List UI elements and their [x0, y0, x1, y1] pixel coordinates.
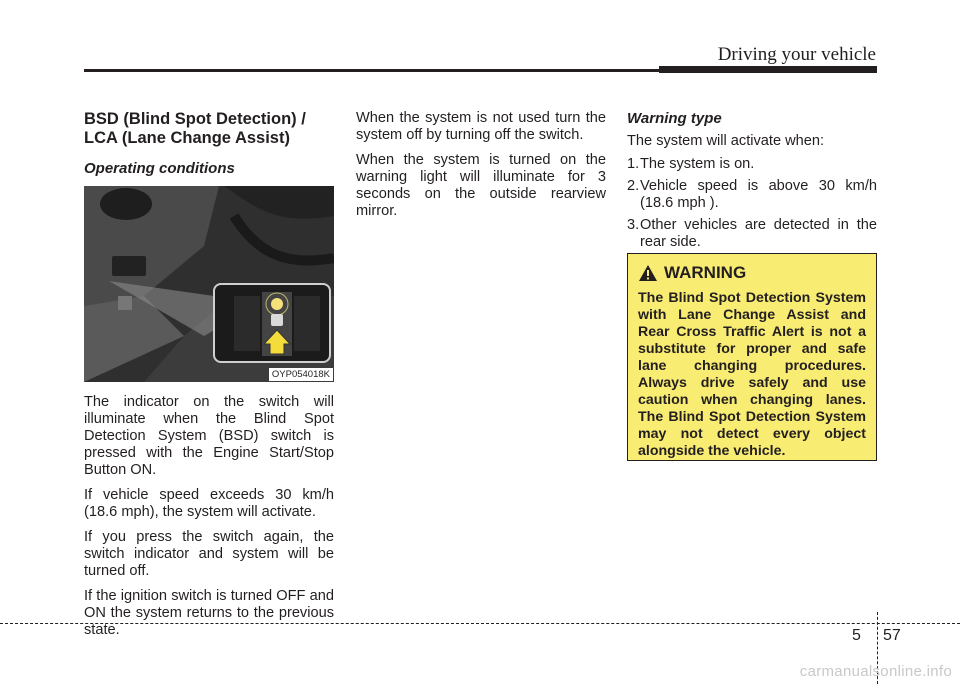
chapter-number: 5	[852, 627, 861, 644]
left-paragraph-1: The indicator on the switch will illuminate when the Blind Spot Detection System (BSD) switch is pressed with the Engine Start/Stop Button ON.	[84, 394, 334, 478]
dashboard-photo-illustration	[84, 186, 334, 382]
running-header: Driving your vehicle	[717, 44, 876, 65]
left-paragraph-2: If vehicle speed exceeds 30 km/h (18.6 mph), the system will activate.	[84, 487, 334, 520]
middle-column	[356, 110, 606, 228]
list-number: 2.	[627, 178, 640, 194]
warning-title: WARNING	[664, 263, 747, 282]
list-item	[627, 178, 877, 212]
section-heading: BSD (Blind Spot Detection) / LCA (Lane Change Assist)	[84, 110, 306, 147]
list-text: Other vehicles are detected in the rear side.	[640, 217, 877, 250]
list-text: The system is on.	[640, 156, 755, 172]
list-item	[627, 217, 877, 251]
watermark: carmanualsonline.info	[799, 663, 952, 680]
warning-triangle-icon	[638, 264, 658, 282]
page-number: 57	[883, 627, 901, 644]
list-number: 1.	[627, 156, 640, 172]
footer-rule	[0, 623, 960, 624]
warning-type-heading: Warning type	[627, 110, 722, 127]
left-paragraph-4: If the ignition switch is turned OFF and ON the system returns to the previous state.	[84, 588, 334, 638]
middle-paragraph-2: When the system is turned on the warning light will illuminate for 3 seconds on the outside rearview mirror.	[356, 152, 606, 219]
list-item	[627, 156, 877, 173]
list-text: Vehicle speed is above 30 km/h (18.6 mph ).	[640, 178, 877, 211]
header-bar	[659, 66, 877, 73]
dashboard-switch-photo	[84, 186, 334, 382]
right-column	[627, 110, 877, 256]
list-number: 3.	[627, 217, 640, 233]
image-code: OYP054018K	[269, 368, 333, 381]
activation-intro: The system will activate when:	[627, 133, 825, 149]
left-paragraph-3: If you press the switch again, the switch indicator and system will be turned off.	[84, 529, 334, 579]
left-column	[84, 110, 334, 647]
warning-text: The Blind Spot Detection System with Lane Change Assist and Rear Cross Traffic Alert is not a substitute for proper and safe lane changing procedures. Always drive safely and use caution when changing lanes. The Blind Spot Detection System may not detect every object alongside the vehicle.	[638, 290, 866, 459]
activation-conditions-list	[627, 156, 877, 251]
warning-header	[638, 263, 866, 283]
warning-box	[627, 253, 877, 461]
operating-conditions-heading: Operating conditions	[84, 160, 235, 177]
header-rule	[84, 69, 659, 72]
middle-paragraph-1: When the system is not used turn the system off by turning off the switch.	[356, 110, 606, 143]
